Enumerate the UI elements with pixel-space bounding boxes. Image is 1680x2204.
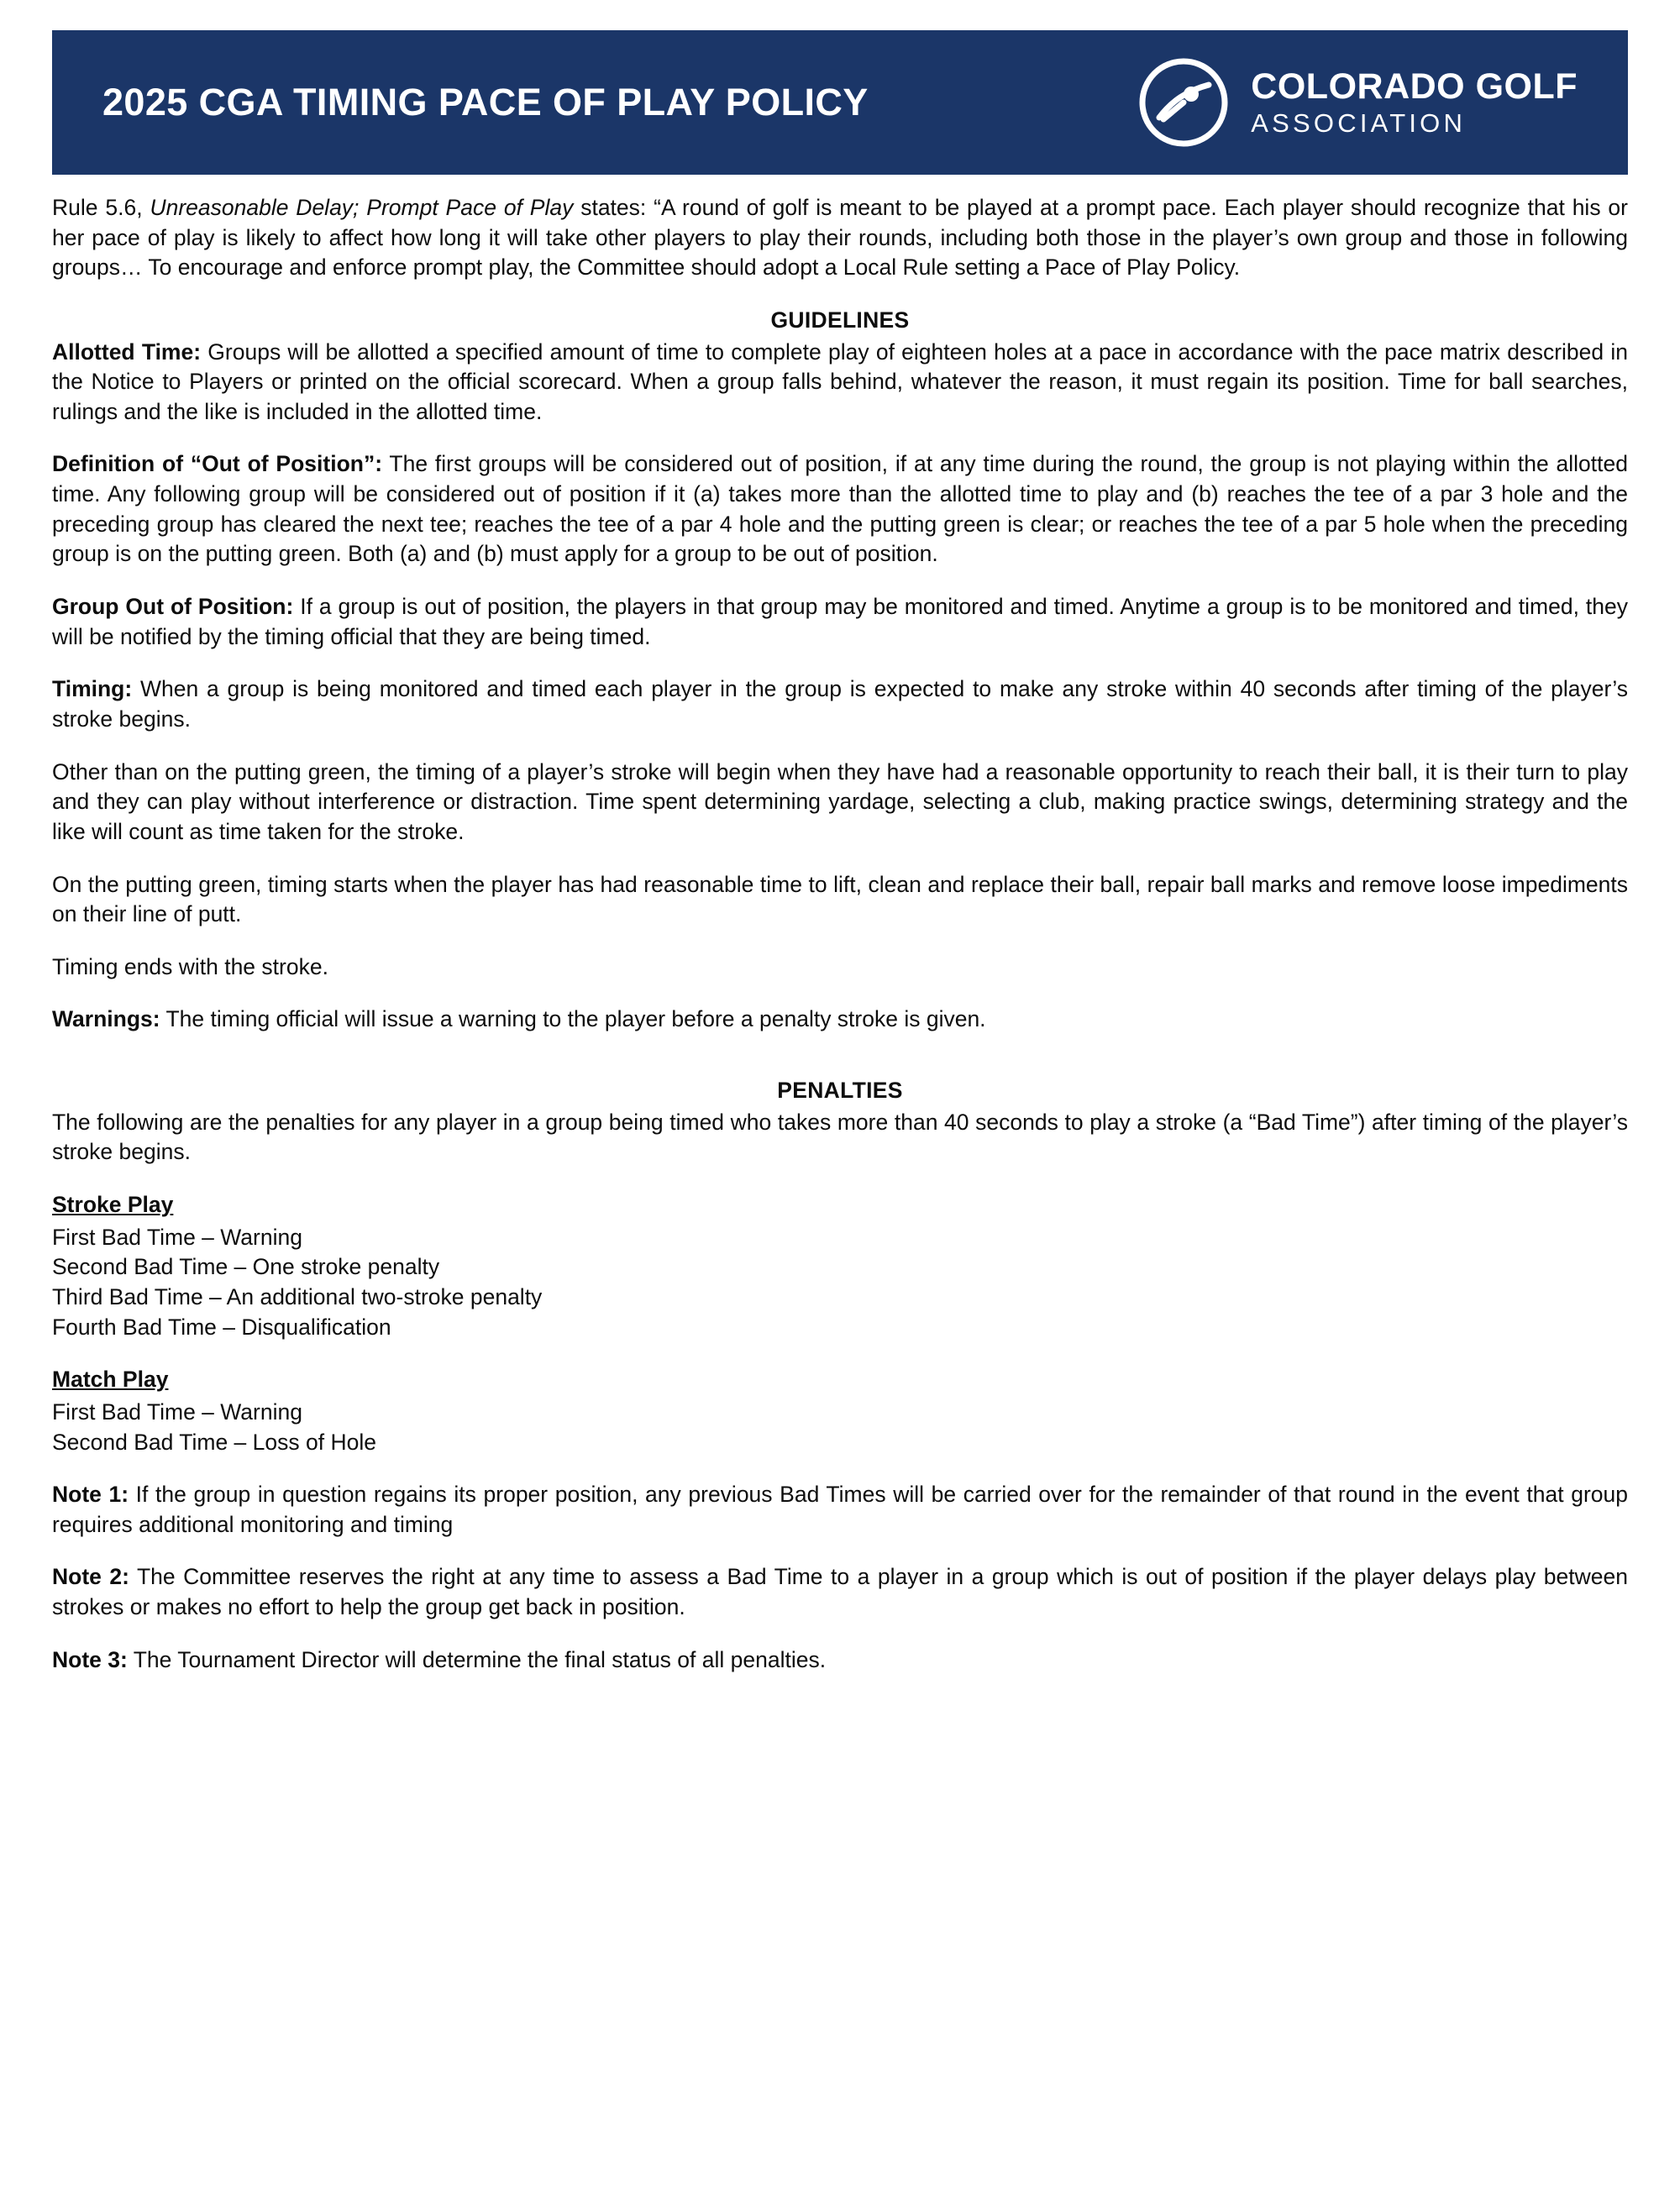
- guidelines-heading: GUIDELINES: [770, 307, 910, 333]
- allotted-time-paragraph: [52, 338, 1628, 428]
- stroke-play-title: Stroke Play: [52, 1192, 174, 1218]
- list-item: Fourth Bad Time – Disqualification: [52, 1314, 391, 1340]
- note-3-body: The Tournament Director will determine the final status of all penalties.: [127, 1646, 827, 1672]
- match-play-section: [52, 1365, 1628, 1457]
- list-item: Second Bad Time – Loss of Hole: [52, 1429, 376, 1455]
- penalties-heading: PENALTIES: [777, 1078, 903, 1104]
- out-of-position-lead: Definition of “Out of Position”:: [52, 451, 383, 477]
- document-body: [52, 193, 1628, 1675]
- allotted-time-lead: Allotted Time:: [52, 338, 202, 365]
- note-2-body: The Committee reserves the right at any time to assess a Bad Time to a player in a group which is out of position if the player delays play between strokes or makes no effort to help the group get back in position.: [52, 1564, 1628, 1620]
- note-3-paragraph: [52, 1645, 1628, 1676]
- group-out-of-position-paragraph: [52, 592, 1628, 652]
- rule-body: states: “A round of golf is meant to be played at a prompt pace. Each player should recognize that his or her pace of play is likely to affect how long it will take other players to play their rounds, including both those in the player’s own group and those in following groups… To encourage and enforce prompt play, the Committee should adopt a Local Rule setting a Pace of Play Policy.: [52, 195, 1628, 281]
- list-item: Third Bad Time – An additional two-stroke penalty: [52, 1283, 543, 1309]
- timing-paragraph-4: Timing ends with the stroke.: [52, 953, 328, 979]
- note-1-lead: Note 1:: [52, 1482, 129, 1508]
- cga-circle-logo-icon: [1138, 57, 1229, 148]
- list-item: First Bad Time – Warning: [52, 1224, 302, 1250]
- timing-paragraph-3: On the putting green, timing starts when the player has had reasonable time to lift, clean and replace their ball, repair ball marks and remove loose impediments on their line of putt.: [52, 871, 1628, 927]
- cga-logo-line2: ASSOCIATION: [1251, 108, 1467, 138]
- note-3-lead: Note 3:: [52, 1646, 128, 1672]
- timing-paragraph-2: Other than on the putting green, the timing of a player’s stroke will begin when they have had a reasonable opportunity to reach their ball, it is their turn to play and they can play without interference or distraction. Time spent determining yardage, selecting a club, making practice swings, determining strategy and the like will count as time taken for the stroke.: [52, 758, 1628, 844]
- group-out-of-position-body: If a group is out of position, the players in that group may be monitored and timed. Anytime a group is to be monitored and timed, they will be notified by the timing official that they are being timed.: [52, 594, 1628, 649]
- intro-paragraph: [52, 193, 1628, 283]
- penalties-intro-paragraph: The following are the penalties for any player in a group being timed who takes more than 40 seconds to play a stroke (a “Bad Time”) after timing of the player’s stroke begins.: [52, 1109, 1628, 1165]
- timing-body: When a group is being monitored and timed each player in the group is expected to make any stroke within 40 seconds after timing of the player’s stroke begins.: [52, 676, 1628, 732]
- cga-logo-line1: COLORADO GOLF: [1251, 66, 1578, 107]
- rule-title: Unreasonable Delay; Prompt Pace of Play: [150, 195, 574, 220]
- section-spacer: [52, 1057, 1628, 1076]
- group-out-of-position-lead: Group Out of Position:: [52, 594, 294, 620]
- out-of-position-body: The first groups will be considered out of position, if at any time during the round, the group is not playing within the allotted time. Any following group will be considered out of position if it (a) takes more than the allotted time to play and (b) reaches the tee of a par 3 hole and the preceding group has cleared the next tee; reaches the tee of a par 4 hole and the putting green is clear; or reaches the tee of a par 5 hole when the preceding group is on the putting green. Both (a) and (b) must apply for a group to be out of position.: [52, 451, 1628, 567]
- note-2-lead: Note 2:: [52, 1564, 129, 1590]
- note-1-body: If the group in question regains its proper position, any previous Bad Times will be carried over for the remainder of that round in the event that group requires additional monitoring and timing: [52, 1482, 1628, 1537]
- timing-paragraph: [52, 674, 1628, 734]
- page-title: 2025 CGA TIMING PACE OF PLAY POLICY: [102, 81, 869, 123]
- list-item: First Bad Time – Warning: [52, 1398, 302, 1425]
- allotted-time-body: Groups will be allotted a specified amount of time to complete play of eighteen holes at a pace in accordance with the pace matrix described in the Notice to Players or printed on the official scorecard. When a group falls behind, whatever the reason, it must regain its position. Time for ball searches, rulings and the like is included in the allotted time.: [52, 338, 1628, 424]
- timing-lead: Timing:: [52, 676, 133, 702]
- warnings-lead: Warnings:: [52, 1006, 160, 1032]
- header-banner: [52, 30, 1628, 175]
- note-1-paragraph: [52, 1480, 1628, 1540]
- out-of-position-definition-paragraph: [52, 449, 1628, 569]
- match-play-title: Match Play: [52, 1367, 169, 1393]
- note-2-paragraph: [52, 1562, 1628, 1622]
- rule-label: Rule 5.6,: [52, 195, 150, 220]
- warnings-paragraph: [52, 1005, 1628, 1035]
- cga-logo: [1138, 57, 1578, 148]
- list-item: Second Bad Time – One stroke penalty: [52, 1254, 440, 1280]
- stroke-play-section: [52, 1190, 1628, 1342]
- cga-logo-wordmark: [1251, 66, 1578, 138]
- document-page: [0, 30, 1680, 2204]
- warnings-body: The timing official will issue a warning to the player before a penalty stroke is given.: [160, 1006, 986, 1032]
